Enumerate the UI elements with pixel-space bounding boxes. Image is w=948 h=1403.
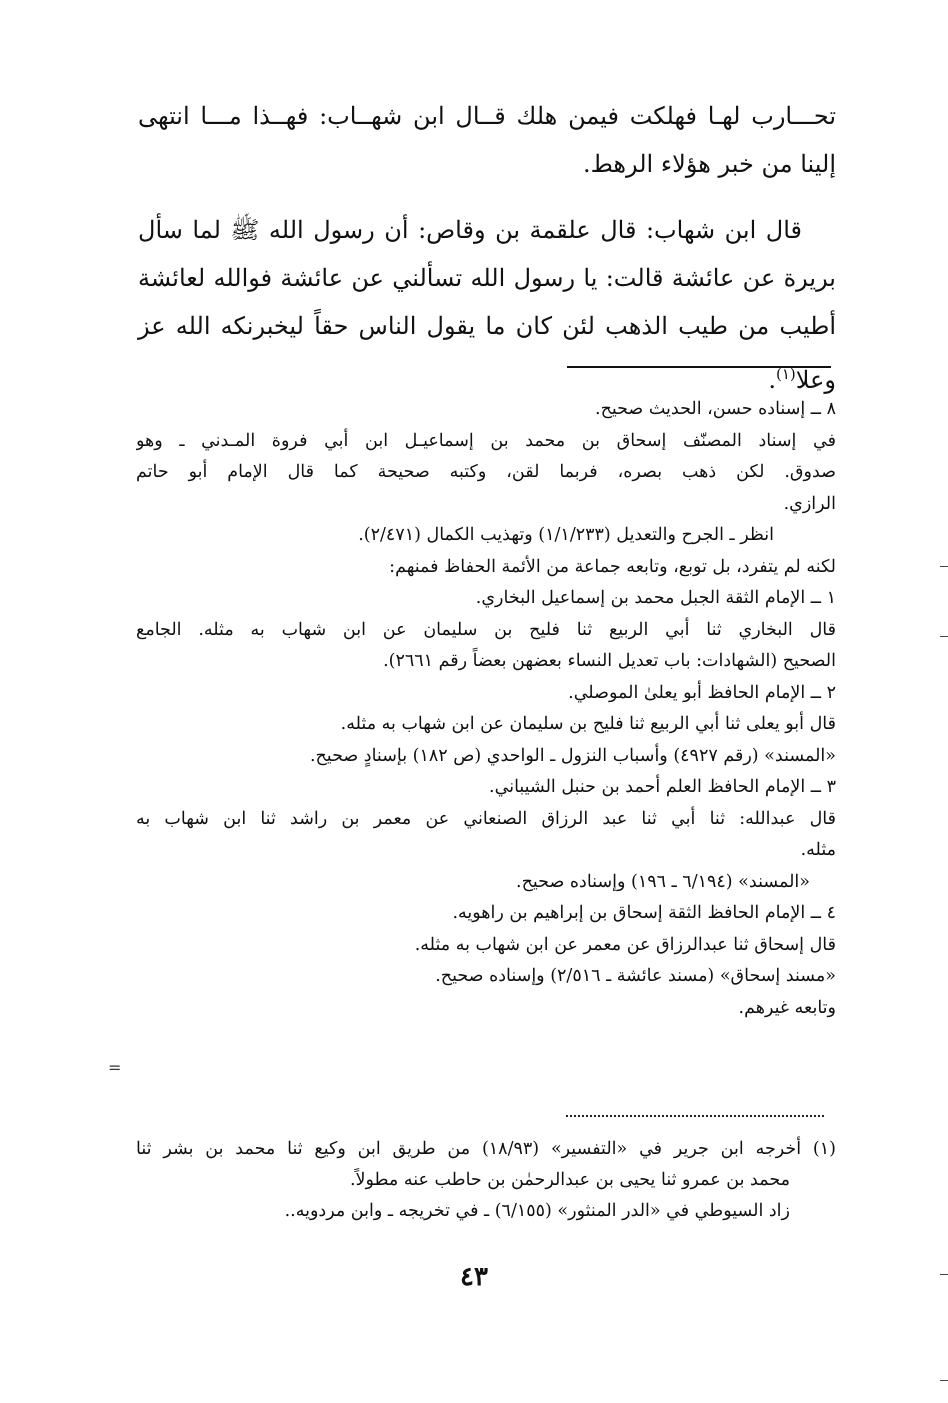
page-number: ٤٣ [460, 1262, 488, 1292]
footnote [136, 1134, 836, 1227]
footnote-line: زاد السيوطي في «الدر المنثور» (٦/١٥٥) ـ في تخريجه ـ وابن مردويه.. [284, 1201, 790, 1221]
note-line: «مسند إسحاق» (مسند عائشة ـ ٢/٥١٦) وإسناده صحيح. [435, 966, 836, 986]
main-line: إلينا من خبر هؤلاء الرهط. [582, 150, 836, 178]
note-line: صدوق. لكن ذهب بصره، فربما لقن، وكتبه صحيحة كما قال الإمام أبو حاتم [136, 462, 836, 482]
note-line: لكنه لم يتفرد، بل توبع، وتابعه جماعة من الأئمة الحفاظ فمنهم: [389, 556, 836, 577]
main-line: قال ابن شهاب: قال علقمة بن وقاص: أن رسول الله ﷺ لما سأل [138, 216, 802, 244]
note-line: في إسناد المصنّف إسحاق بن محمد بن إسماعيـل ابن أبي فروة المـدني ـ وهو [136, 430, 836, 451]
scan-tick [940, 1380, 948, 1381]
separator-line [567, 366, 831, 368]
note-line: انظر ـ الجرح والتعديل (١/١/٢٣٣) وتهذيب الكمال (٢/٤٧١). [358, 525, 774, 545]
note-line: ٤ ــ الإمام الحافظ الثقة إسحاق بن إبراهيم بن راهويه. [452, 903, 836, 923]
main-line-end: . [768, 366, 776, 394]
footnote-line: (١) أخرجه ابن جرير في «التفسير» (١٨/٩٣) من طريق ابن وكيع ثنا محمد بن بشر ثنا [136, 1139, 836, 1159]
note-line: قال عبدالله: ثنا أبي ثنا عبد الرزاق الصنعاني عن معمر بن راشد ثنا ابن شهاب به [136, 808, 836, 829]
footnote-separator [566, 1115, 824, 1117]
main-line: من طيب الذهب لئن كان ما يقول الناس حقاً ليخبرنكه الله عز وعلا [138, 312, 836, 394]
main-text [138, 92, 836, 404]
note-line: «المسند» (٦/١٩٤ ـ ١٩٦) وإسناده صحيح. [516, 871, 810, 892]
main-paragraph-2 [138, 206, 836, 404]
note-line: ٢ ــ الإمام الحافظ أبو يعلىٰ الموصلي. [568, 682, 836, 703]
note-line: وتابعه غيرهم. [738, 997, 836, 1018]
main-line: تحـــارب لهـا فهلكت فيمن هلك قــال ابن شهــاب: فهــذا مـــا انتهى [138, 102, 836, 130]
note-line: «المسند» (رقم ٤٩٢٧) وأسباب النزول ـ الواحدي (ص ١٨٢) بإسنادٍ صحيح. [309, 745, 836, 766]
footnote-reference: (١) [775, 365, 796, 383]
note-line: الرازي. [783, 493, 836, 514]
main-line: بريرة عن عائشة قالت: يا رسول الله تسألني عن عائشة فوالله لعائشة أطيب [138, 264, 836, 340]
note-line: ١ ــ الإمام الثقة الجبل محمد بن إسماعيل البخاري. [475, 588, 836, 608]
main-paragraph-1 [138, 92, 836, 188]
note-line: مثله. [800, 840, 836, 860]
margin-mark-left: = [108, 1058, 122, 1077]
scan-tick [940, 636, 948, 637]
note-line: قال أبو يعلى ثنا أبي الربيع ثنا فليح بن سليمان عن ابن شهاب به مثله. [340, 714, 836, 734]
note-line: ٣ ــ الإمام الحافظ العلم أحمد بن حنبل الشيباني. [489, 777, 836, 797]
note-line: الصحيح (الشهادات: باب تعديل النساء بعضهن بعضاً رقم ٢٦٦١). [383, 651, 836, 671]
note-line: قال إسحاق ثنا عبدالرزاق عن معمر عن ابن شهاب به مثله. [414, 934, 836, 955]
footnote-line: محمد بن عمرو ثنا يحيى بن عبدالرحمٰن بن حاطب عنه مطولاً. [349, 1170, 790, 1190]
commentary-notes [136, 394, 836, 1024]
scan-tick [940, 1274, 948, 1275]
note-line: قال البخاري ثنا أبي الربيع ثنا فليح بن سليمان عن ابن شهاب به مثله. الجامع [136, 619, 836, 640]
scan-tick [940, 566, 948, 567]
note-line: ٨ ــ إسناده حسن، الحديث صحيح. [595, 399, 836, 419]
